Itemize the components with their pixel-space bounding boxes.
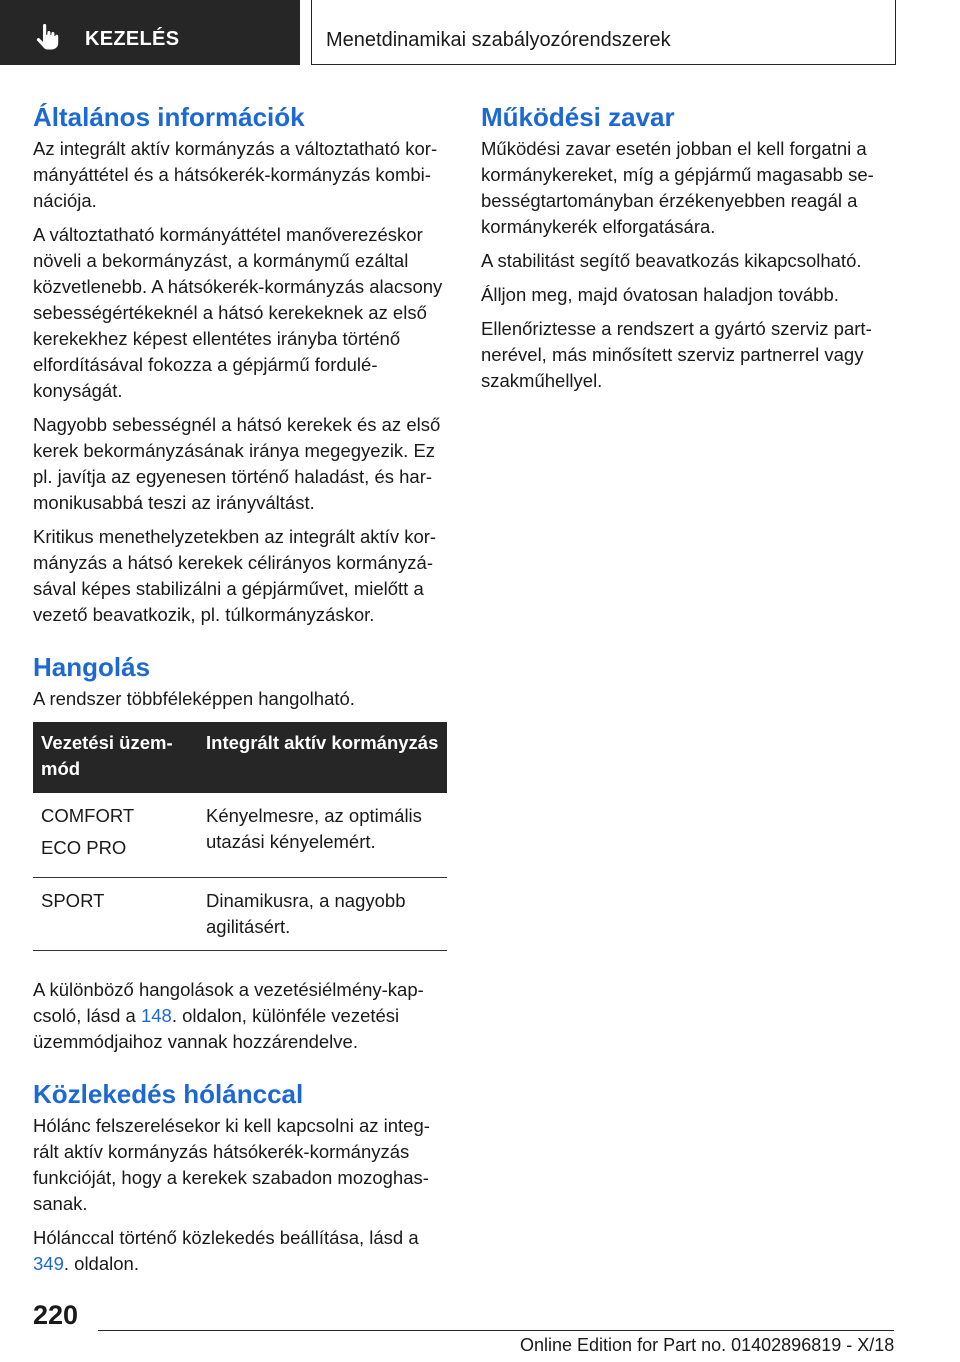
table-header-steering: Integrált aktív kormányzás bbox=[198, 722, 447, 793]
table-header-row bbox=[33, 722, 447, 793]
page-number: 220 bbox=[33, 1300, 79, 1330]
header-chapter-box bbox=[311, 0, 896, 65]
table-cell-mode bbox=[33, 793, 198, 878]
paragraph: A változtatható kormányáttétel manőverezéskor növeli a bekormányzást, a kormánymű ezáltal közvetlenebb. A hátsókerék-kormányzás alacsony sebességértékeknél a hátsó kerekeknek az első kerekekhez képest ellentétes irányba történő elfordításával fokozza a gépjármű fordulékonyságát. bbox=[33, 224, 443, 401]
table-header-mode: Vezetési üzemmód bbox=[33, 722, 198, 793]
tuning-table bbox=[33, 722, 447, 951]
page-link-349[interactable]: 349 bbox=[33, 1253, 64, 1274]
hand-pointer-icon bbox=[36, 24, 60, 50]
paragraph: Nagyobb sebességnél a hátsó kerekek és az első kerek bekormányzásának iránya megegyezik. Ez pl. javítja az egyenesen történő haladást, és harmonikusabbá teszi az irányváltást. bbox=[33, 414, 441, 513]
paragraph: A rendszer többféleképpen hangolható. bbox=[33, 688, 355, 709]
paragraph-text: Hólánccal történő közlekedés beállítása, lásd a bbox=[33, 1227, 419, 1248]
footer-edition: Online Edition for Part no. 01402896819 - X/18 bbox=[520, 1335, 895, 1355]
heading-snow-chains: Közlekedés hólánccal bbox=[33, 1079, 304, 1109]
footer-divider bbox=[98, 1330, 894, 1331]
heading-tuning: Hangolás bbox=[33, 652, 151, 682]
heading-general-info: Általános információk bbox=[33, 102, 305, 132]
paragraph-text: . oldalon, különféle vezetési üzemmódjaihoz vannak hozzárendelve. bbox=[33, 1005, 400, 1052]
paragraph: Működési zavar esetén jobban el kell forgatni a kormánykereket, míg a gépjármű magasabb sebességtartományban érzékenyebben reagál a kormánykerék elforgatására. bbox=[481, 138, 874, 237]
header-section-tab bbox=[0, 0, 300, 65]
section-label: KEZELÉS bbox=[85, 28, 180, 50]
paragraph bbox=[33, 977, 447, 1055]
table-row bbox=[33, 878, 447, 951]
paragraph-text: A különböző hangolások a vezetésiélmény-kapcsoló, lásd a bbox=[33, 979, 424, 1026]
table-cell-desc: Dinamikusra, a nagyobb agilitásért. bbox=[198, 878, 447, 951]
mode-sport: SPORT bbox=[33, 878, 198, 951]
paragraph: Álljon meg, majd óvatosan haladjon tovább. bbox=[481, 284, 839, 305]
chapter-title: Menetdinamikai szabályozórendszerek bbox=[326, 29, 671, 51]
paragraph: Az integrált aktív kormányzás a változtatható kormányáttétel és a hátsókerék-kormányzás kombinációja. bbox=[33, 138, 438, 211]
paragraph bbox=[33, 1225, 447, 1277]
table-row bbox=[33, 793, 447, 878]
left-column bbox=[33, 100, 447, 1285]
right-column bbox=[481, 100, 881, 402]
heading-malfunction: Működési zavar bbox=[481, 102, 675, 132]
page-link-148[interactable]: 148 bbox=[140, 1005, 172, 1026]
paragraph: Hólánc felszerelésekor ki kell kapcsolni az integrált aktív kormányzás hátsókerék-kormányzás funkcióját, hogy a kerekek szabadon mozoghassanak. bbox=[33, 1115, 430, 1214]
paragraph: Kritikus menethelyzetekben az integrált aktív kormányzás a hátsó kerekek célirányos kormányzásával képes stabilizálni a gépjárművet, mielőtt a vezető beavatkozik, pl. túlkormányzáskor. bbox=[33, 526, 437, 625]
mode-comfort: COMFORT bbox=[41, 805, 135, 826]
paragraph-text: . oldalon. bbox=[63, 1253, 139, 1274]
paragraph: Ellenőriztesse a rendszert a gyártó szerviz partnerével, más minősített szerviz partnerrel vagy szakműhellyel. bbox=[481, 318, 872, 391]
paragraph: A stabilitást segítő beavatkozás kikapcsolható. bbox=[481, 250, 862, 271]
table-cell-desc: Kényelmesre, az optimális utazási kényelemért. bbox=[198, 793, 447, 878]
mode-eco-pro: ECO PRO bbox=[41, 837, 127, 858]
